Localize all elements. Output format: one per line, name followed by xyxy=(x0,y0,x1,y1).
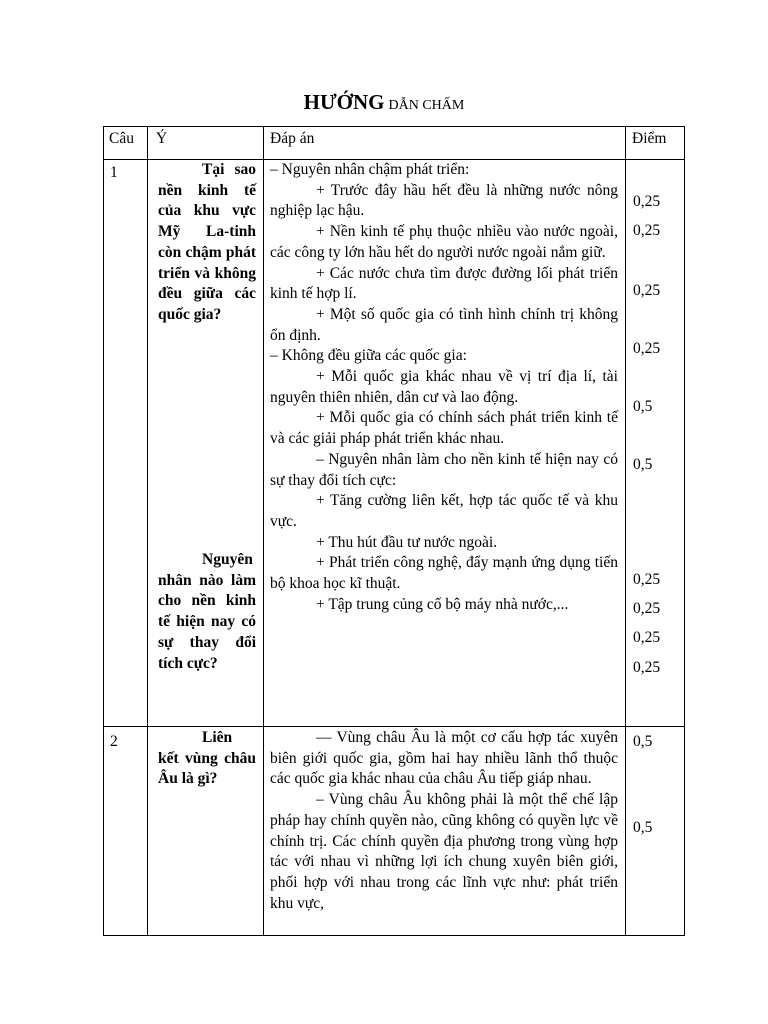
row1-answer-list xyxy=(270,160,618,615)
answer-line: + Một số quốc gia có tình hình chính trị không ổn định. xyxy=(270,305,618,344)
row1-y-part1: Tại sao nền kinh tế của khu vực Mỹ La-tinh còn chậm phát triển và không đều giữa các quốc gia? xyxy=(158,161,256,323)
score-value: 0,25 xyxy=(633,340,661,357)
answer-line: – Nguyên nhân chậm phát triển: xyxy=(270,161,470,178)
table-border-left xyxy=(103,126,104,936)
score-value: 0,5 xyxy=(633,456,653,473)
answer-line: — Vùng châu Âu là một cơ cấu hợp tác xuyên biên giới quốc gia, gồm hai hay nhiều lãnh thổ thuộc các quốc gia khác nhau của châu Âu tiếp giáp nhau. xyxy=(270,729,618,788)
answer-line: – Vùng châu Âu không phải là một thể chế lập pháp hay chính quyền nào, cũng không có quyền lực về chính trị. Các chính quyền địa phương trong vùng hợp tác với nhau vì những lợi ích chung xuyên biên giới, phối hợp với nhau trong các lĩnh vực như: phát triển khu vực, xyxy=(270,791,618,912)
table-divider-cau-y xyxy=(147,126,148,936)
answer-line: + Mỗi quốc gia khác nhau về vị trí địa lí, tài nguyên thiên nhiên, dân cư và lao động. xyxy=(270,368,618,406)
score-value: 0,25 xyxy=(633,282,661,299)
table-border-bottom xyxy=(103,935,685,936)
score-value: 0,25 xyxy=(633,571,661,588)
answer-line: – Không đều giữa các quốc gia: xyxy=(270,347,467,365)
row1-y-part2: Nguyên nhân nào làm cho nền kinh tế hiện nay có sự thay đổi tích cực? xyxy=(158,551,256,672)
score-value: 0,5 xyxy=(633,733,653,750)
answer-line: + Thu hút đầu tư nước ngoài. xyxy=(316,533,498,551)
table-border-right xyxy=(684,126,685,936)
title-sub: DẪN CHẤM xyxy=(388,98,465,113)
score-value: 0,5 xyxy=(633,398,653,415)
document-title xyxy=(0,90,768,115)
header-y: Ý xyxy=(156,130,168,147)
row2-cau: 2 xyxy=(110,733,118,750)
score-value: 0,5 xyxy=(633,819,653,836)
header-dap-an: Đáp án xyxy=(270,130,315,147)
answer-line: + Nền kinh tế phụ thuộc nhiều vào nước ngoài, các công ty lớn hầu hết do người nước ngoài nắm giữ. xyxy=(270,223,618,261)
score-value: 0,25 xyxy=(633,629,661,646)
answer-line: + Tăng cường liên kết, hợp tác quốc tế và khu vực. xyxy=(270,492,618,530)
score-value: 0,25 xyxy=(633,659,661,676)
answer-line: – Nguyên nhân làm cho nền kinh tế hiện nay có sự thay đổi tích cực: xyxy=(270,450,618,489)
row2-y: Liên kết vùng châu Âu là gì? xyxy=(158,729,256,788)
answer-line: + Mỗi quốc gia có chính sách phát triển kinh tế và các giải pháp phát triển khác nhau. xyxy=(270,409,618,448)
answer-line: + Các nước chưa tìm được đường lối phát triển kinh tế hợp lí. xyxy=(270,264,618,303)
table-divider-y-dapan xyxy=(263,126,264,936)
table-divider-dapan-diem xyxy=(625,126,626,936)
row-divider xyxy=(103,726,685,727)
title-main: HƯỚNG xyxy=(303,90,385,114)
answer-line: + Phát triển công nghệ, đẩy mạnh ứng dụng tiến bộ khoa học kĩ thuật. xyxy=(270,554,618,593)
answer-line: + Tập trung củng cố bộ máy nhà nước,... xyxy=(316,595,569,613)
row1-cau: 1 xyxy=(110,164,118,181)
score-value: 0,25 xyxy=(633,193,661,210)
answer-line: + Trước đây hầu hết đều là những nước nông nghiệp lạc hậu. xyxy=(270,181,618,220)
header-cau: Câu xyxy=(109,130,134,147)
score-value: 0,25 xyxy=(633,222,661,239)
header-diem: Điểm xyxy=(632,130,667,147)
table-border-top xyxy=(103,126,685,127)
row2-answer-list xyxy=(270,728,618,914)
score-value: 0,25 xyxy=(633,600,661,617)
